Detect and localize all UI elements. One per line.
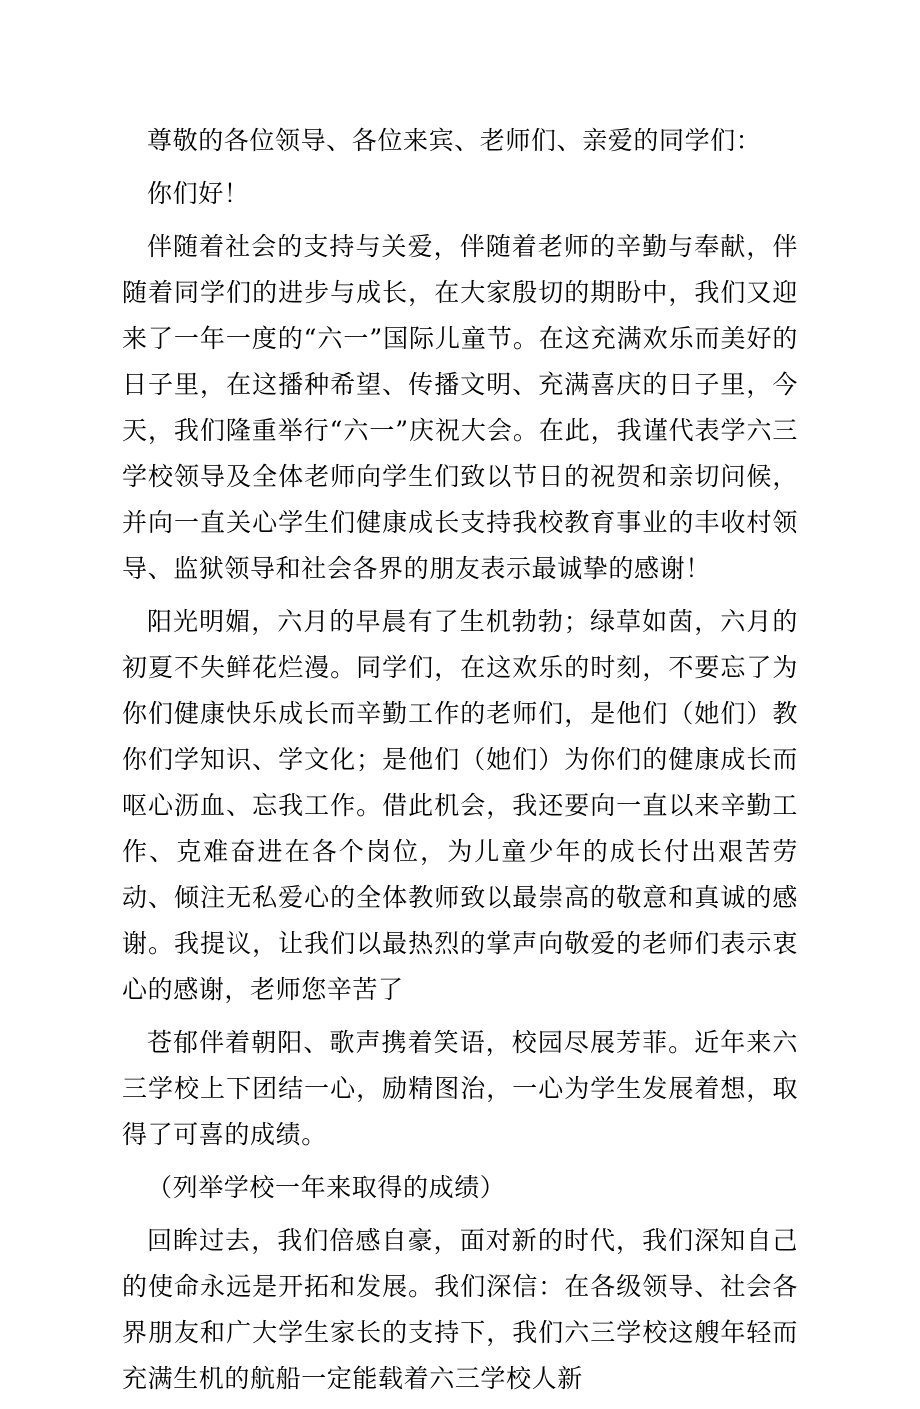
body-paragraph-1: 伴随着社会的支持与关爱，伴随着老师的辛勤与奉献，伴随着同学们的进步与成长，在大家殷切的期盼中，我们又迎来了一年一度的“六一”国际儿童节。在这充满欢乐而美好的日子里，在这播种希望、传播文明、充满喜庆的日子里，今天，我们隆重举行“六一”庆祝大会。在此，我谨代表学六三学校领导及全体老师向学生们致以节日的祝贺和亲切问候，并向一直关心学生们健康成长支持我校教育事业的丰收村领导、监狱领导和社会各界的朋友表示最诚挚的感谢！	[122, 232, 798, 583]
body-paragraph-4: 回眸过去，我们倍感自豪，面对新的时代，我们深知自己的使命永远是开拓和发展。我们深信：在各级领导、社会各界朋友和广大学生家长的支持下，我们六三学校这艘年轻而充满生机的航船一定能载着六三学校人新	[122, 1226, 798, 1393]
salutation-paragraph: 尊敬的各位领导、各位来宾、老师们、亲爱的同学们：	[147, 126, 762, 155]
achievements-note-paragraph: （列举学校一年来取得的成绩）	[147, 1173, 506, 1202]
body-paragraph-2: 阳光明媚，六月的早晨有了生机勃勃；绿草如茵，六月的初夏不失鲜花烂漫。同学们，在这欢乐的时刻，不要忘了为你们健康快乐成长而辛勤工作的老师们，是他们（她们）教你们学知识、学文化；是他们（她们）为你们的健康成长而呕心沥血、忘我工作。借此机会，我还要向一直以来辛勤工作、克难奋进在各个岗位，为儿童少年的成长付出艰苦劳动、倾注无私爱心的全体教师致以最崇高的敬意和真诚的感谢。我提议，让我们以最热烈的掌声向敬爱的老师们表示衷心的感谢，老师您辛苦了	[122, 607, 798, 1004]
body-paragraph-3: 苍郁伴着朝阳、歌声携着笑语，校园尽展芳菲。近年来六三学校上下团结一心，励精图治，一心为学生发展着想，取得了可喜的成绩。	[122, 1028, 798, 1149]
document-body	[122, 118, 798, 1409]
greeting-paragraph: 你们好！	[147, 179, 250, 208]
